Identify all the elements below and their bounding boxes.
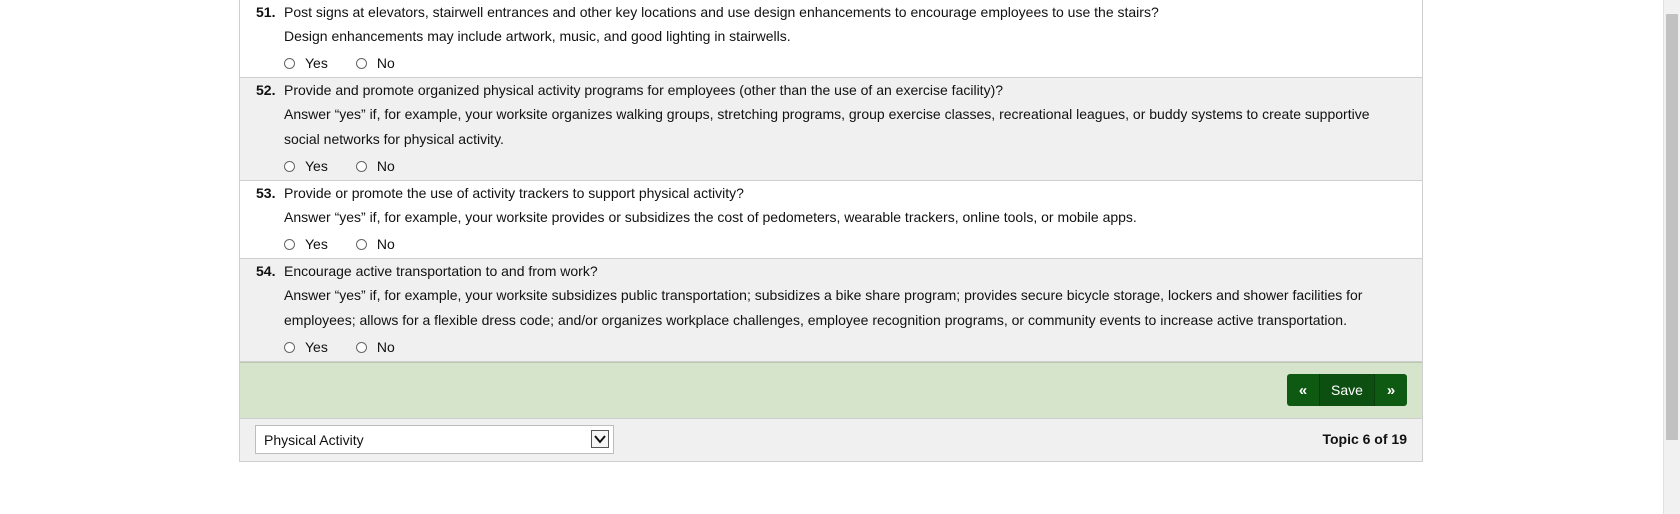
no-radio[interactable] (356, 342, 367, 353)
nav-button-group (1287, 374, 1407, 406)
no-label: No (376, 158, 395, 174)
chevron-down-icon[interactable] (591, 430, 609, 448)
no-radio[interactable] (356, 239, 367, 250)
save-bar (240, 362, 1422, 418)
answer-options (284, 49, 1406, 77)
no-label: No (376, 55, 395, 71)
yes-option[interactable] (284, 236, 328, 252)
scrollbar-thumb[interactable] (1666, 14, 1678, 440)
question-text: Post signs at elevators, stairwell entrances and other key locations and use design enhancements to encourage employees to use the stairs? (284, 4, 1159, 20)
question-number: 51. (256, 4, 276, 20)
topic-select-value: Physical Activity (264, 431, 364, 448)
yes-option[interactable] (284, 158, 328, 174)
question-text: Provide or promote the use of activity trackers to support physical activity? (284, 185, 744, 201)
yes-option[interactable] (284, 55, 328, 71)
question-51 (240, 0, 1422, 78)
previous-topic-button[interactable]: « (1287, 374, 1319, 406)
question-help: Answer “yes” if, for example, your worksite organizes walking groups, stretching programs, group exercise classes, recreational leagues, or buddy systems to create supportive social networks for physical activity. (284, 106, 1370, 147)
question-text: Encourage active transportation to and from work? (284, 263, 598, 279)
question-help: Answer “yes” if, for example, your worksite provides or subsidizes the cost of pedometers, wearable trackers, online tools, or mobile apps. (284, 209, 1137, 225)
question-54 (240, 259, 1422, 362)
question-number: 53. (256, 185, 276, 201)
no-radio[interactable] (356, 58, 367, 69)
no-label: No (376, 236, 395, 252)
question-help: Design enhancements may include artwork, music, and good lighting in stairwells. (284, 28, 791, 44)
yes-radio[interactable] (284, 58, 295, 69)
no-label: No (376, 339, 395, 355)
question-53 (240, 181, 1422, 259)
yes-label: Yes (305, 55, 328, 71)
no-option[interactable] (356, 55, 395, 71)
page-scrollbar[interactable] (1663, 0, 1680, 514)
question-52 (240, 78, 1422, 181)
save-button[interactable]: Save (1319, 374, 1375, 406)
no-option[interactable] (356, 236, 395, 252)
question-text: Provide and promote organized physical activity programs for employees (other than the use of an exercise facility)? (284, 82, 1004, 98)
footer-bar (240, 418, 1422, 461)
yes-radio[interactable] (284, 239, 295, 250)
next-topic-button[interactable]: » (1375, 374, 1407, 406)
no-option[interactable] (356, 158, 395, 174)
survey-panel (239, 0, 1423, 462)
question-number: 52. (256, 82, 276, 98)
yes-label: Yes (305, 339, 328, 355)
topic-count: Topic 6 of 19 (1322, 431, 1407, 447)
yes-radio[interactable] (284, 342, 295, 353)
yes-radio[interactable] (284, 161, 295, 172)
yes-label: Yes (305, 158, 328, 174)
topic-select[interactable] (255, 425, 614, 454)
yes-label: Yes (305, 236, 328, 252)
no-radio[interactable] (356, 161, 367, 172)
answer-options (284, 230, 1406, 258)
question-help: Answer “yes” if, for example, your worksite subsidizes public transportation; subsidizes a bike share program; provides secure bicycle storage, lockers and shower facilities for employees; allows for a flexible dress code; and/or organizes workplace challenges, employee recognition programs, or community events to increase active transportation. (284, 287, 1363, 328)
question-number: 54. (256, 263, 276, 279)
yes-option[interactable] (284, 339, 328, 355)
answer-options (284, 152, 1406, 180)
answer-options (284, 333, 1406, 361)
no-option[interactable] (356, 339, 395, 355)
